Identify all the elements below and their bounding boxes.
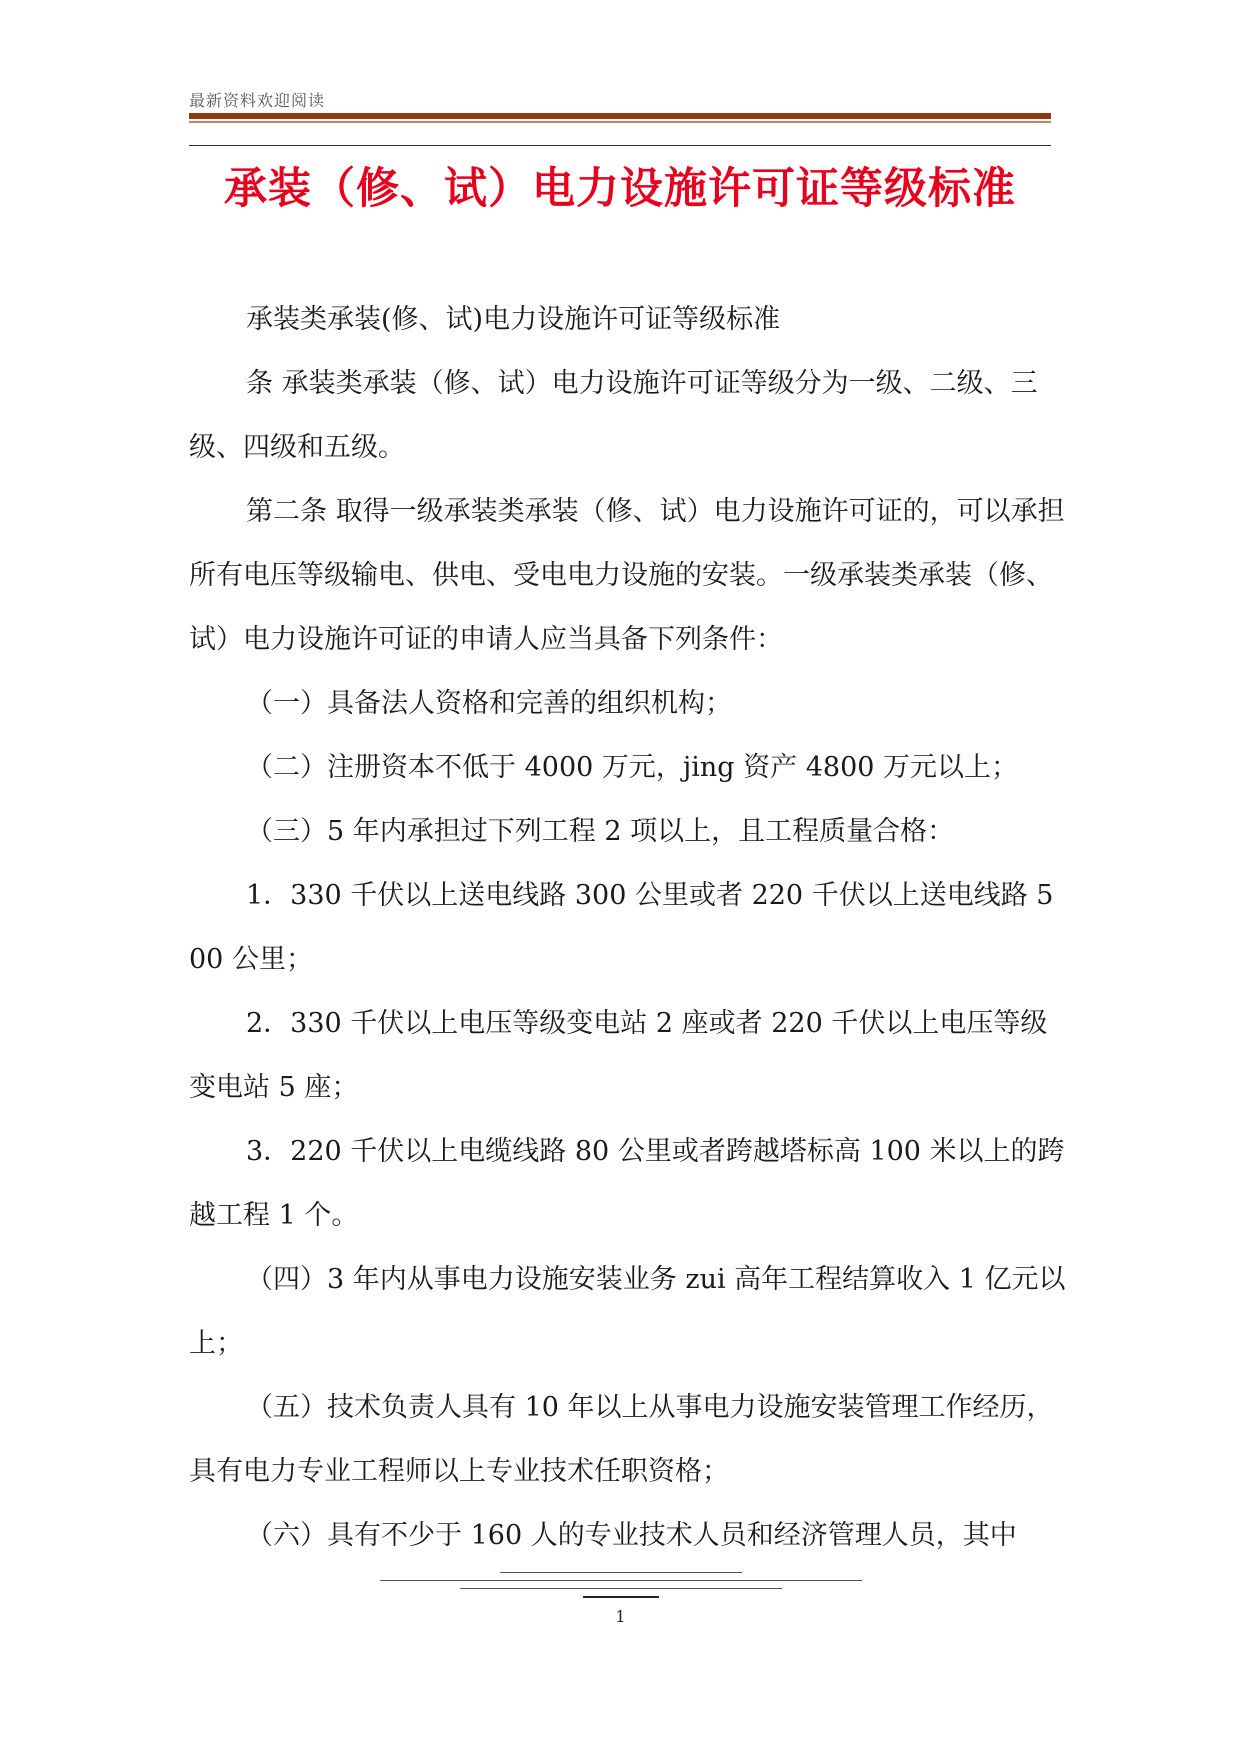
paragraph: 2．330 千伏以上电压等级变电站 2 座或者 220 千伏以上电压等级变电站 5 座； (189, 1008, 1048, 1103)
paragraph: （六）具有不少于 160 人的专业技术人员和经济管理人员，其中 (246, 1520, 1017, 1551)
page-number: 1 (615, 1607, 626, 1626)
footer-rule-wide (380, 1580, 862, 1581)
paragraph: 3．220 千伏以上电缆线路 80 公里或者跨越塔标高 100 米以上的跨越工程 1 个。 (189, 1136, 1065, 1231)
paragraph: 承装类承装(修、试)电力设施许可证等级标准 (246, 304, 781, 335)
paragraph: 1．330 千伏以上送电线路 300 公里或者 220 千伏以上送电线路 500 公里； (189, 880, 1054, 975)
paragraph: （二）注册资本不低于 4000 万元，jing 资产 4800 万元以上； (246, 752, 1019, 783)
document-title: 承装（修、试）电力设施许可证等级标准 (224, 164, 1016, 214)
paragraph: （五）技术负责人具有 10 年以上从事电力设施安装管理工作经历，具有电力专业工程师以上专业技术任职资格； (189, 1392, 1054, 1487)
header-rule-secondary (189, 121, 1051, 123)
document-body (189, 288, 1067, 1568)
footer-rule (460, 1588, 782, 1589)
footer-rule (500, 1572, 742, 1573)
title-rule (189, 145, 1051, 146)
running-header: 最新资料欢迎阅读 (189, 91, 326, 110)
header-rule (189, 113, 1051, 119)
paragraph: （四）3 年内从事电力设施安装业务 zui 高年工程结算收入 1 亿元以上； (189, 1264, 1066, 1359)
paragraph: （一）具备法人资格和完善的组织机构； (246, 688, 732, 719)
paragraph: （三）5 年内承担过下列工程 2 项以上，且工程质量合格： (246, 816, 955, 847)
paragraph: 条 承装类承装（修、试）电力设施许可证等级分为一级、二级、三级、四级和五级。 (189, 368, 1038, 463)
paragraph: 第二条 取得一级承装类承装（修、试）电力设施许可证的，可以承担所有电压等级输电、供电、受电电力设施的安装。一级承装类承装（修、试）电力设施许可证的申请人应当具备下列条件： (189, 496, 1065, 655)
footer-rule-short (583, 1596, 659, 1598)
